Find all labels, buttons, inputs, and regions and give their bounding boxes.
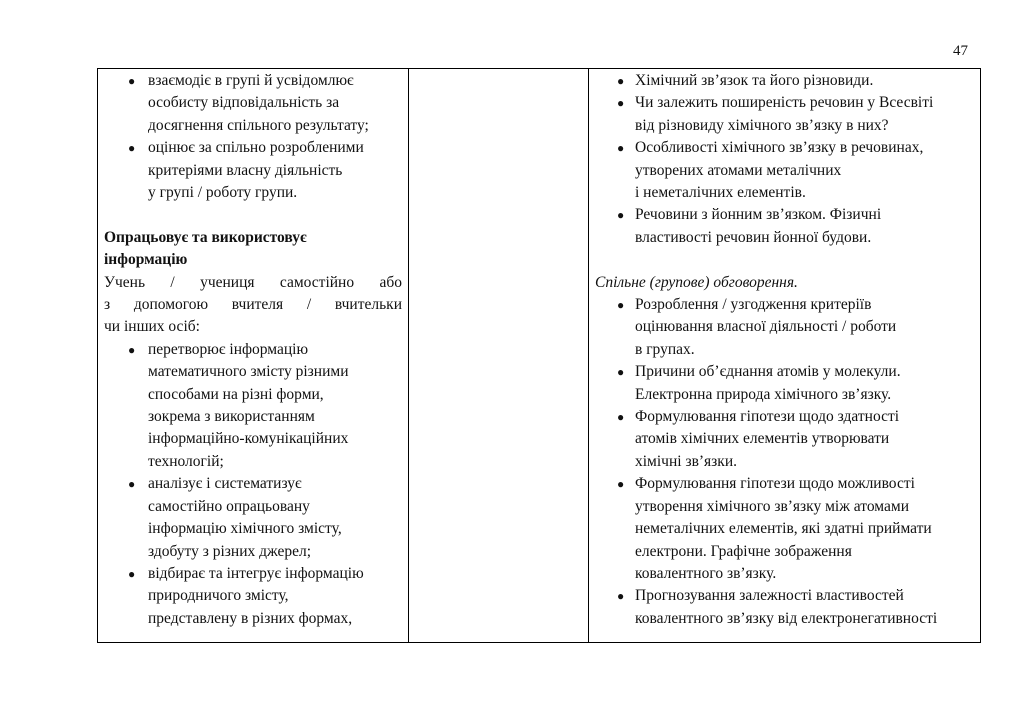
bullet-icon: ● bbox=[617, 96, 625, 111]
list-item-line: природничого змісту, bbox=[148, 587, 289, 605]
list-item-line: Прогнозування залежності властивостей bbox=[635, 587, 904, 605]
bullet-icon: ● bbox=[617, 410, 625, 425]
empty-column bbox=[409, 69, 589, 642]
list-item bbox=[104, 70, 402, 137]
list-item bbox=[595, 92, 974, 137]
list-item bbox=[104, 339, 402, 473]
list-item-line: Хімічний зв’язок та його різновиди. bbox=[635, 72, 874, 89]
list-item-line: самостійно опрацьовану bbox=[148, 497, 310, 515]
curriculum-table bbox=[97, 68, 981, 643]
bullet-icon: ● bbox=[617, 298, 625, 313]
bullet-icon: ● bbox=[617, 208, 625, 223]
list-item-line: технологій; bbox=[148, 452, 224, 470]
bullet-icon: ● bbox=[128, 74, 136, 88]
list-item-line: оцінює за спільно розробленими bbox=[148, 139, 364, 157]
topics-list bbox=[595, 70, 974, 249]
list-item bbox=[595, 473, 974, 585]
bullet-icon: ● bbox=[128, 566, 136, 581]
list-item bbox=[595, 361, 974, 406]
list-item bbox=[595, 137, 974, 204]
list-item-line: зокрема з використанням bbox=[148, 408, 315, 426]
section-heading bbox=[104, 227, 402, 272]
list-item bbox=[104, 563, 402, 630]
outcomes-column bbox=[98, 69, 409, 642]
list-item-line: від різновиду хімічного зв’язку в них? bbox=[635, 116, 889, 134]
information-outcomes-list bbox=[104, 339, 402, 630]
list-item-line: Електронна природа хімічного зв’язку. bbox=[635, 385, 892, 403]
list-item-line: Розроблення / узгодження критеріїв bbox=[635, 296, 872, 314]
bullet-icon: ● bbox=[617, 74, 625, 88]
list-item bbox=[104, 137, 402, 204]
list-item-line: особисту відповідальність за bbox=[148, 94, 340, 112]
list-item-line: способами на різні форми, bbox=[148, 385, 324, 403]
bullet-icon: ● bbox=[128, 477, 136, 492]
list-item-line: електрони. Графічне зображення bbox=[635, 542, 852, 560]
list-item-line: критеріями власну діяльність bbox=[148, 161, 343, 179]
bullet-icon: ● bbox=[128, 141, 136, 156]
list-item-line: інформацію хімічного змісту, bbox=[148, 520, 342, 538]
list-item-line: неметалічних елементів, які здатні приймати bbox=[635, 520, 932, 538]
list-item-line: представлену в різних формах, bbox=[148, 609, 353, 627]
discussion-topics-list bbox=[595, 294, 974, 630]
list-item-line: атомів хімічних елементів утворювати bbox=[635, 430, 890, 448]
list-item-line: Формулювання гіпотези щодо можливості bbox=[635, 475, 915, 493]
list-item bbox=[595, 294, 974, 361]
list-item-line: інформаційно-комунікаційних bbox=[148, 430, 349, 448]
section-heading-line: інформацію bbox=[104, 251, 188, 269]
list-item-line: властивості речовин йонної будови. bbox=[635, 228, 872, 246]
bullet-icon: ● bbox=[128, 342, 136, 357]
list-item-line: ковалентного зв’язку від електронегативності bbox=[635, 609, 938, 627]
content-column bbox=[589, 69, 980, 642]
list-item bbox=[595, 204, 974, 249]
list-item-line: Особливості хімічного зв’язку в речовинах, bbox=[635, 139, 924, 157]
bullet-icon: ● bbox=[617, 589, 625, 604]
bullet-icon: ● bbox=[617, 365, 625, 380]
list-item-line: утворення хімічного зв’язку між атомами bbox=[635, 497, 909, 515]
list-item-line: аналізує і систематизує bbox=[148, 475, 302, 493]
list-item-line: досягнення спільного результату; bbox=[148, 116, 369, 134]
list-item-line: оцінювання власної діяльності / роботи bbox=[635, 318, 897, 336]
list-item-line: хімічні зв’язки. bbox=[635, 452, 737, 470]
list-item-line: взаємодіє в групі й усвідомлює bbox=[148, 72, 354, 89]
intro-line: чи інших осіб: bbox=[104, 318, 200, 336]
group-discussion-title: Спільне (групове) обговорення. bbox=[595, 273, 798, 291]
list-item-line: Чи залежить поширеність речовин у Всесвіті bbox=[635, 94, 934, 112]
list-item bbox=[595, 70, 974, 92]
section-heading-line: Опрацьовує та використовує bbox=[104, 228, 307, 246]
intro-line: Учень / учениця самостійно або bbox=[104, 273, 402, 291]
bullet-icon: ● bbox=[617, 141, 625, 156]
list-item bbox=[104, 473, 402, 563]
list-item-line: Речовини з йонним зв’язком. Фізичні bbox=[635, 206, 882, 224]
list-item bbox=[595, 406, 974, 473]
list-item bbox=[595, 585, 974, 630]
intro-line: з допомогою вчителя / вчительки bbox=[104, 296, 402, 314]
list-item-line: здобуту з різних джерел; bbox=[148, 542, 312, 560]
list-item-line: математичного змісту різними bbox=[148, 363, 349, 381]
list-item-line: Причини об’єднання атомів у молекули. bbox=[635, 363, 901, 381]
list-item-line: в групах. bbox=[635, 340, 695, 358]
list-item-line: ковалентного зв’язку. bbox=[635, 564, 777, 582]
list-item-line: відбирає та інтегрує інформацію bbox=[148, 564, 364, 582]
page-number: 47 bbox=[953, 43, 968, 59]
bullet-icon: ● bbox=[617, 477, 625, 492]
list-item-line: утворених атомами металічних bbox=[635, 161, 842, 179]
collaboration-outcomes-list bbox=[104, 70, 402, 204]
list-item-line: і неметалічних елементів. bbox=[635, 184, 806, 202]
list-item-line: перетворює інформацію bbox=[148, 340, 309, 358]
intro-paragraph bbox=[104, 272, 402, 339]
list-item-line: у групі / роботу групи. bbox=[148, 184, 298, 202]
list-item-line: Формулювання гіпотези щодо здатності bbox=[635, 408, 900, 426]
